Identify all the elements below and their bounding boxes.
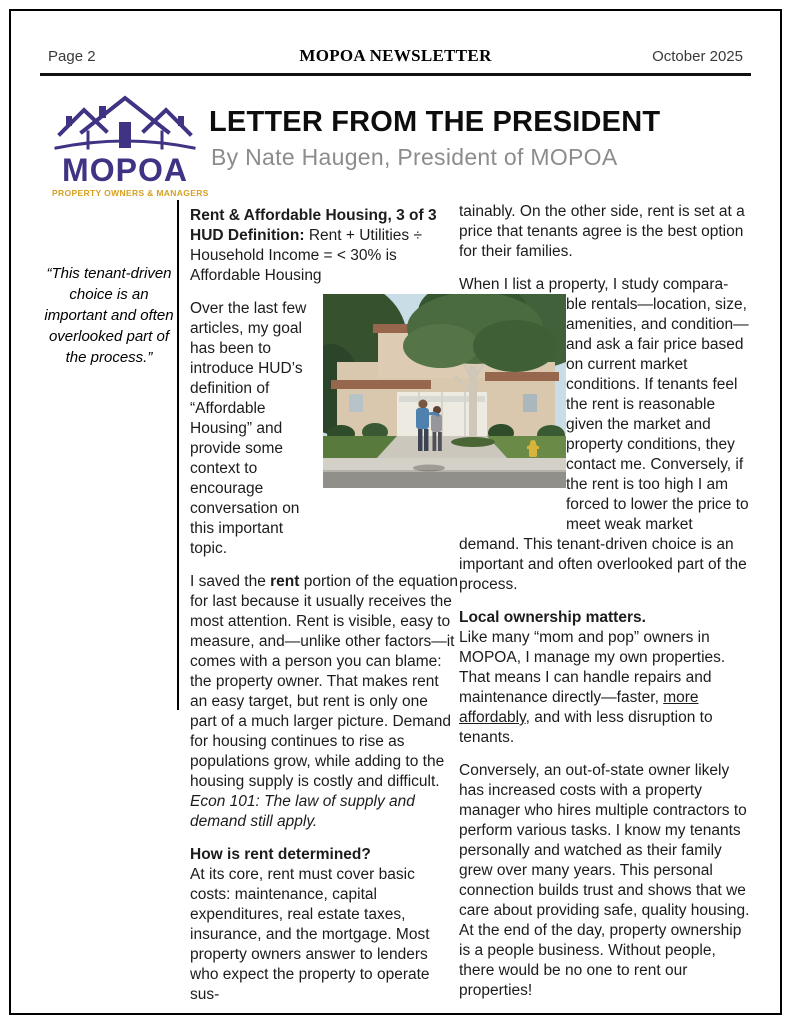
mopoa-logo [52,90,209,198]
paragraph-rent-bold: rent [270,573,300,590]
photo-wrap-spacer [459,295,566,517]
issue-date: October 2025 [652,48,743,65]
column-right [459,202,752,1014]
paragraph-list-first-line: When I list a property, I study compara- [459,276,729,293]
page-number: Page 2 [48,48,96,65]
paragraph-rent [190,572,458,832]
paragraph-ownership-underlined: more affordably [459,689,699,726]
section-heading-determined: How is rent determined? [190,846,371,863]
header-divider [40,73,751,76]
paragraph-sustainably: tainably. On the other side, rent is set at a price that tenants agree is the best option for their families. [459,203,745,260]
hud-definition [190,226,458,286]
hud-definition-label: HUD Definition: [190,227,305,244]
door-icon [119,122,131,148]
article-title: LETTER FROM THE PRESIDENT [209,106,661,138]
section-heading-rent: Rent & Affordable Housing, 3 of 3 [190,207,437,224]
hud-definition-text: Rent + Utilities ÷ Household Income = < 30% is Affordable Housing [190,227,422,284]
paragraph-determined: At its core, rent must cover basic costs: maintenance, capital expenditures, real estate taxes, insurance, and the mortgage. Most property owners answer to lenders who expect the property to operate sus- [190,866,430,1003]
paragraph-comparables [459,295,752,595]
paragraph-ownership-pre: Like many “mom and pop” owners in MOPOA, I manage my own properties. That means I can handle repairs and maintenance directly—faster, [459,629,726,706]
paragraph-ownership-post: , and with less disruption to tenants. [459,709,713,746]
logo-wordmark: MOPOA [62,152,188,188]
paragraph-comparables-text: ble rentals—location, size, amenities, and condition—and ask a fair price based on current market conditions. If tenants feel the rent is reasonable given the market and property conditions, they contact me. Conversely, if the rent is too high I am forced to lower the price to meet weak market demand. This tenant-driven choice is an important and often overlooked part of the process. [459,296,749,593]
paragraph-closing: Conversely, an out-of-state owner likely has increased costs with a property manager who hires multiple contractors to perform various tasks. I know my tenants personally and watched as their family grew over many years. This personal connection builds trust and shows that we care about providing safe, quality housing. At the end of the day, property ownership is a people business. Without people, there would be no one to rent our properties! [459,762,750,999]
paragraph-rent-italic: Econ 101: The law of supply and demand still apply. [190,793,415,830]
article-byline: By Nate Haugen, President of MOPOA [211,144,618,170]
paragraph-intro: Over the last few articles, my goal has been to introduce HUD’s definition of “Affordable Housing” and provide some context to encourage conversation on this important topic. [190,300,307,557]
paragraph-rent-post: portion of the equation for last because it usually receives the most attention. Rent is visible, easy to measure, and—unlike other factors—it comes with a person you can blame: the property owner. That makes rent an easy target, but rent is only one part of a much larger picture. Demand for housing continues to rise as populations grow, while adding to the housing supply is costly and difficult. [190,573,459,790]
section-heading-ownership: Local ownership matters. [459,609,646,626]
paragraph-rent-pre: I saved the [190,573,271,590]
houses-icon [52,90,198,152]
pull-quote: “This tenant-driven choice is an important and often overlooked part of the process.” [44,265,174,366]
newsletter-title: MOPOA NEWSLETTER [299,46,492,65]
quote-divider [177,200,179,710]
paragraph-ownership [459,628,752,748]
logo-tagline: PROPERTY OWNERS & MANAGERS [52,188,209,198]
